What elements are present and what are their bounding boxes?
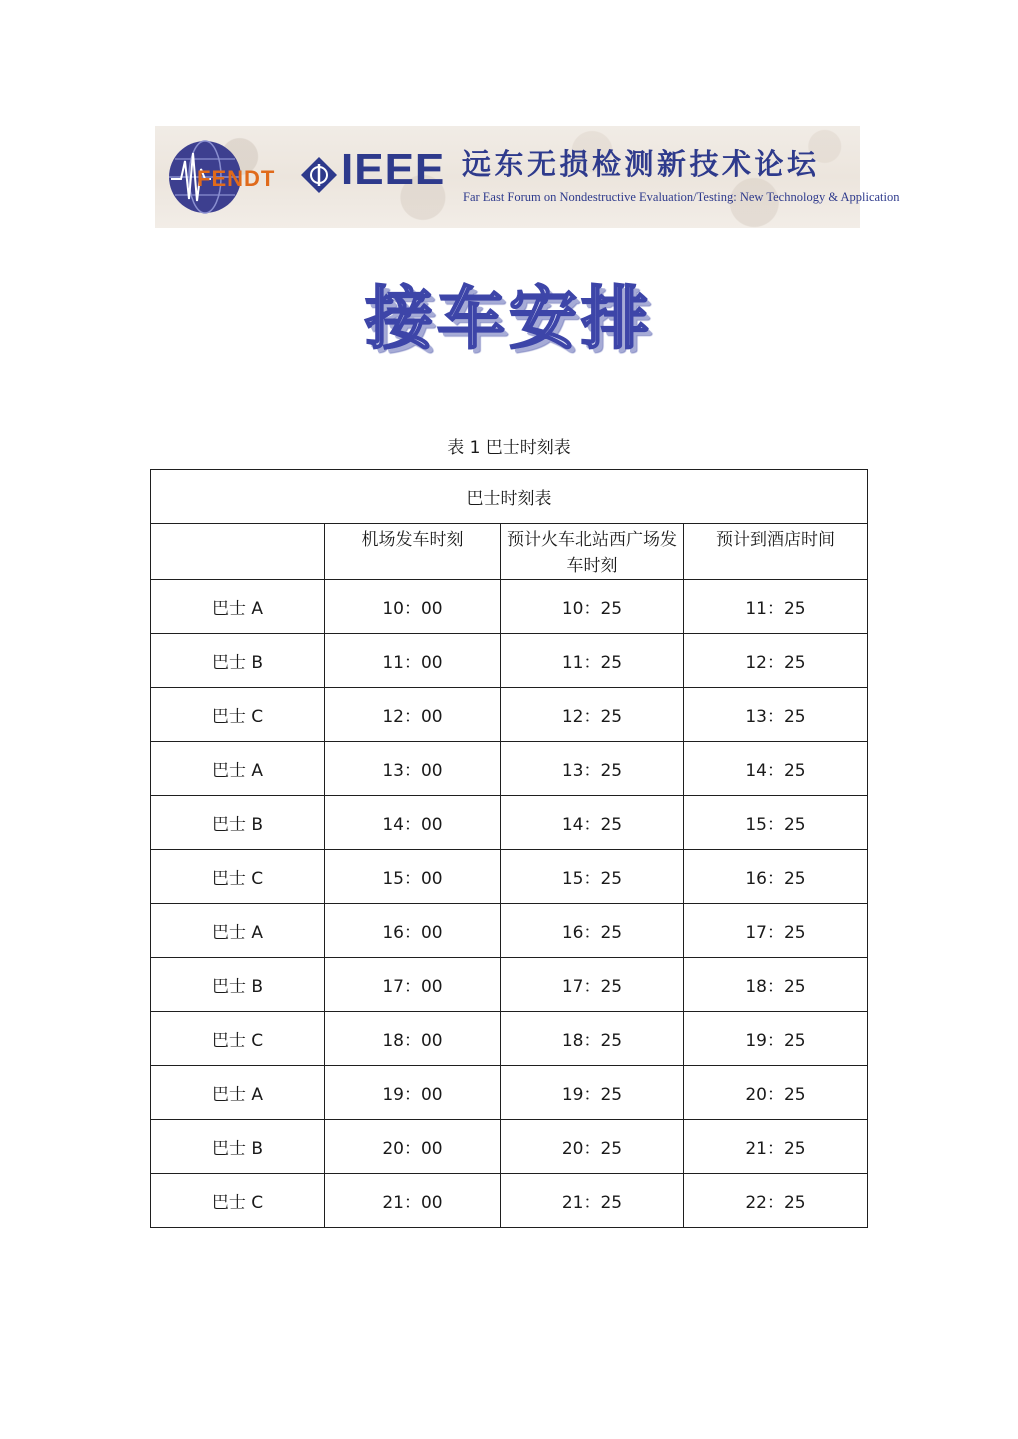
table-caption: 表 1 巴士时刻表 [447, 438, 571, 458]
hotel-arrival-cell: 13：25 [684, 688, 868, 742]
table-row [151, 1120, 868, 1174]
table-body [151, 580, 868, 1228]
hotel-arrival-cell: 14：25 [684, 742, 868, 796]
table-header-row [151, 524, 868, 580]
table-title-row [151, 470, 868, 524]
north-station-departure-cell: 17：25 [501, 958, 684, 1012]
column-header-bus [151, 524, 325, 580]
north-station-departure-cell: 19：25 [501, 1066, 684, 1120]
table-row [151, 958, 868, 1012]
bus-name-cell: 巴士 B [151, 796, 325, 850]
table-title: 巴士时刻表 [151, 470, 868, 524]
north-station-departure-cell: 15：25 [501, 850, 684, 904]
hotel-arrival-cell: 18：25 [684, 958, 868, 1012]
north-station-departure-cell: 11：25 [501, 634, 684, 688]
page-title: 接车安排 [364, 280, 653, 359]
airport-departure-cell: 21：00 [325, 1174, 501, 1228]
bus-name-cell: 巴士 B [151, 1120, 325, 1174]
airport-departure-cell: 12：00 [325, 688, 501, 742]
bus-name-cell: 巴士 B [151, 634, 325, 688]
airport-departure-cell: 15：00 [325, 850, 501, 904]
airport-departure-cell: 14：00 [325, 796, 501, 850]
bus-name-cell: 巴士 C [151, 1174, 325, 1228]
airport-departure-cell: 11：00 [325, 634, 501, 688]
forum-name-english: Far East Forum on Nondestructive Evaluation/Testing: New Technology & Application [463, 190, 900, 204]
bus-name-cell: 巴士 C [151, 850, 325, 904]
column-header-hotel-arrival: 预计到酒店时间 [684, 524, 868, 580]
bus-name-cell: 巴士 A [151, 742, 325, 796]
hotel-arrival-cell: 15：25 [684, 796, 868, 850]
north-station-departure-cell: 20：25 [501, 1120, 684, 1174]
bus-schedule-table [150, 469, 868, 1228]
table-row [151, 580, 868, 634]
table-row [151, 1174, 868, 1228]
north-station-departure-cell: 14：25 [501, 796, 684, 850]
table-row [151, 742, 868, 796]
table-row [151, 1012, 868, 1066]
conference-banner [155, 126, 900, 228]
airport-departure-cell: 18：00 [325, 1012, 501, 1066]
ieee-logo-text: IEEE [341, 145, 446, 194]
hotel-arrival-cell: 11：25 [684, 580, 868, 634]
table-row [151, 904, 868, 958]
north-station-departure-cell: 21：25 [501, 1174, 684, 1228]
airport-departure-cell: 16：00 [325, 904, 501, 958]
north-station-departure-cell: 10：25 [501, 580, 684, 634]
airport-departure-cell: 20：00 [325, 1120, 501, 1174]
ieee-diamond-icon [300, 156, 338, 194]
hotel-arrival-cell: 22：25 [684, 1174, 868, 1228]
table-row [151, 796, 868, 850]
airport-departure-cell: 10：00 [325, 580, 501, 634]
column-header-north-station-departure: 预计火车北站西广场发车时刻 [501, 524, 684, 580]
column-header-airport-departure: 机场发车时刻 [325, 524, 501, 580]
hotel-arrival-cell: 20：25 [684, 1066, 868, 1120]
hotel-arrival-cell: 12：25 [684, 634, 868, 688]
table-row [151, 850, 868, 904]
hotel-arrival-cell: 19：25 [684, 1012, 868, 1066]
airport-departure-cell: 13：00 [325, 742, 501, 796]
bus-name-cell: 巴士 A [151, 1066, 325, 1120]
table-row [151, 634, 868, 688]
table-row [151, 1066, 868, 1120]
forum-name-chinese: 远东无损检测新技术论坛 [462, 147, 820, 181]
hotel-arrival-cell: 21：25 [684, 1120, 868, 1174]
north-station-departure-cell: 16：25 [501, 904, 684, 958]
bus-name-cell: 巴士 B [151, 958, 325, 1012]
bus-name-cell: 巴士 C [151, 1012, 325, 1066]
table-row [151, 688, 868, 742]
hotel-arrival-cell: 17：25 [684, 904, 868, 958]
north-station-departure-cell: 12：25 [501, 688, 684, 742]
bus-name-cell: 巴士 C [151, 688, 325, 742]
bus-name-cell: 巴士 A [151, 904, 325, 958]
hotel-arrival-cell: 16：25 [684, 850, 868, 904]
north-station-departure-cell: 13：25 [501, 742, 684, 796]
north-station-departure-cell: 18：25 [501, 1012, 684, 1066]
airport-departure-cell: 17：00 [325, 958, 501, 1012]
bus-name-cell: 巴士 A [151, 580, 325, 634]
fendt-logo-text: FENDT [197, 166, 276, 191]
airport-departure-cell: 19：00 [325, 1066, 501, 1120]
